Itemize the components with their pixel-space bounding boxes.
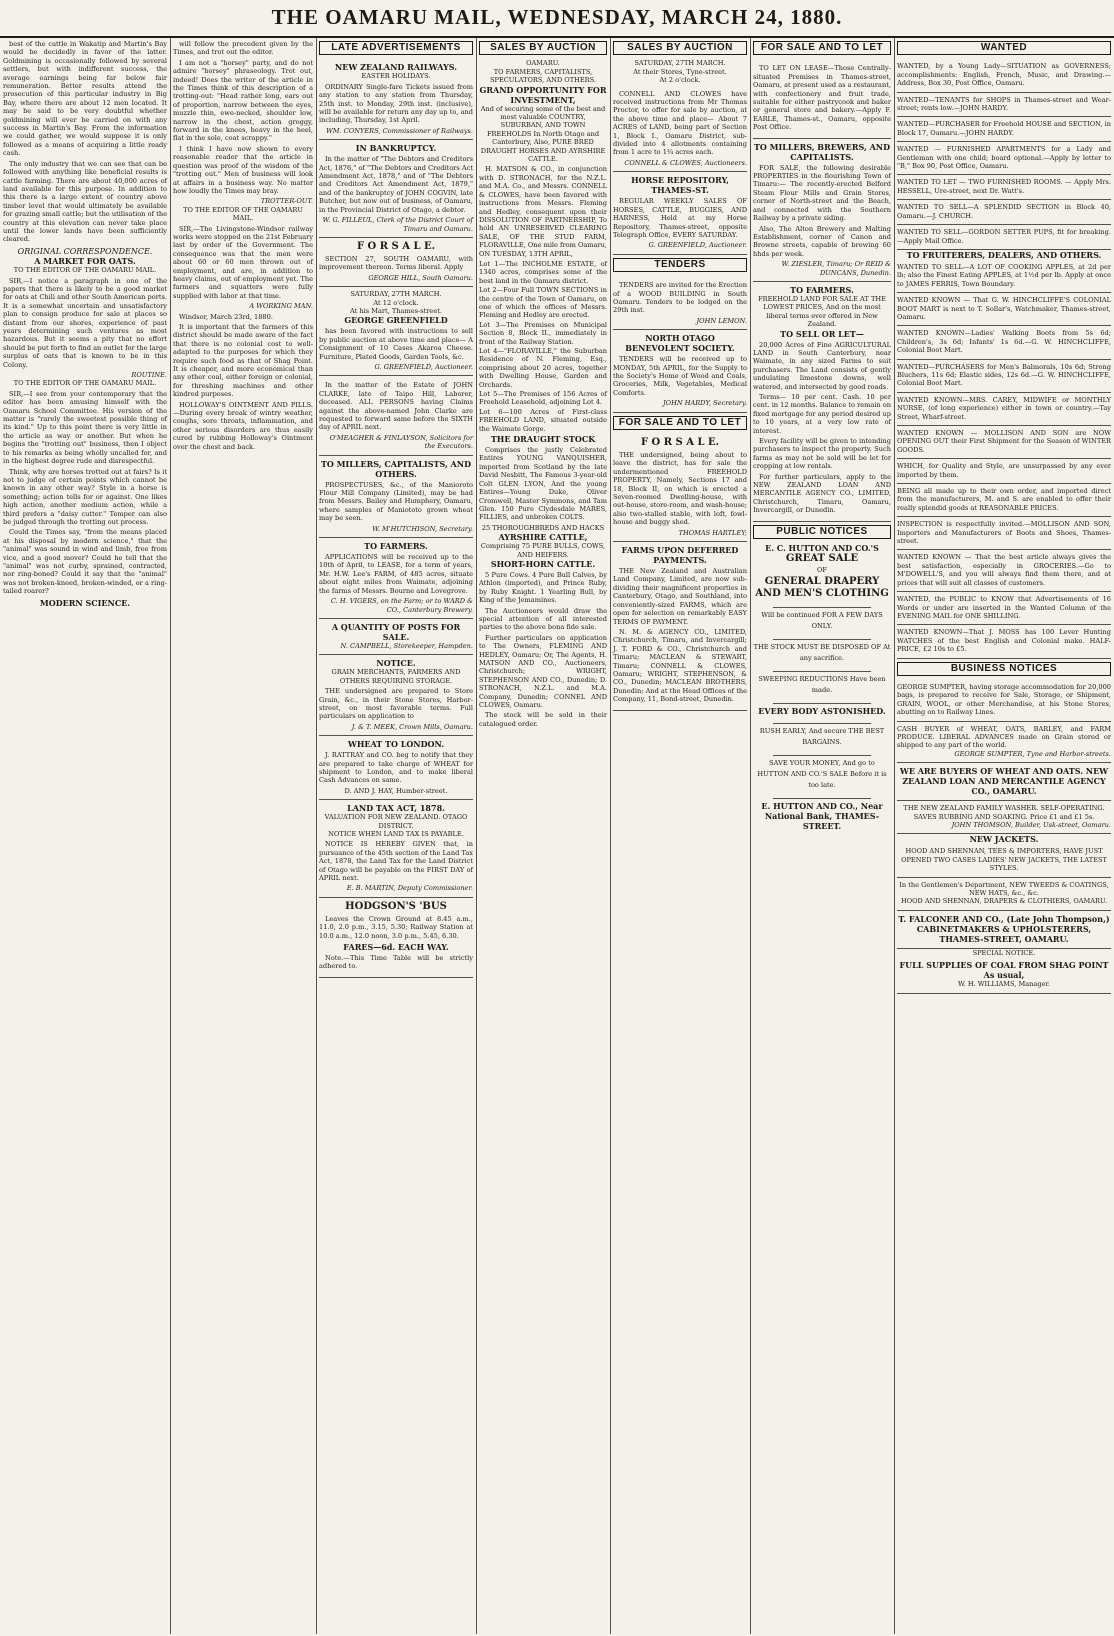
ad-signature: D. AND J. HAY, Humber-street. [344, 786, 448, 795]
article-paragraph: The only industry that we can see that can be followed with anything like beneficial results is cattle farming. There are about 40,000 acres of land available for this purpose. In addition to this there is a large extent of country above timber level that would ultimately be available for grazing small cattle; but the utilisation of the country at this elevation can never take place until the lower lands have been sufficiently cleared. [3, 159, 167, 244]
ad-body: Every facility will be given to intending purchasers to inspect the property. Such farms as may not be sold will be let for cropping at low rentals. [753, 437, 891, 471]
business-ad [897, 878, 1111, 911]
advertisement [613, 542, 747, 711]
ad-date: SATURDAY, 27TH MARCH. [350, 290, 442, 299]
ad-signature: O'MEAGHER & FINLAYSON, Solicitors for the Executors. [329, 433, 473, 451]
ad-time: At 2 o'clock. [659, 76, 701, 85]
divider [773, 718, 871, 724]
ad-title: SHORT-HORN CATTLE. [490, 558, 596, 569]
ad-place: At their Stores, Tyne-street. [633, 67, 727, 76]
ad-title: F O R S A L E. [356, 240, 436, 252]
ad-body: FULL SUPPLIES OF COAL FROM SHAG POINT As usual, [899, 960, 1109, 981]
ad-title: AYRSHIRE CATTLE, [498, 532, 588, 543]
ad-body: Leaves the Crown Ground at 8.45 a.m., 11.0, 2.0 p.m., 3.15, 5.30; Railway Station at 10.0 a.m., 12.0 noon, 3.0 p.m., 5.45, 6.30. [319, 914, 473, 940]
section-header-public-notices: PUBLIC NOTICES [753, 525, 891, 539]
section-header-for-sale-and-to-let: FOR SALE AND TO LET [613, 416, 747, 430]
ad-body: In the matter of "The Debtors and Creditors Act, 1876," of "The Debtors and Creditors Act Amendment Act, 1878," and of "The Debtors and Creditors Act Amendment Act, 1879," and of the bankruptcy of JOHN COGVIN, late Butcher, but now out of business, of Oamaru, in the Provincial District of Otago, a debtor. [319, 155, 473, 214]
ad-body: PROSPECTUSES, &c., of the Manioroto Flour Mill Company (Limited), may be had from Messrs. Bailey and Humphery, Oamaru, where samples of Maniototo grown wheat may be seen. [319, 480, 473, 523]
ad-subtitle: NOTICE WHEN LAND TAX IS PAYABLE. [328, 830, 464, 838]
column-1 [0, 38, 170, 1634]
advertisement [319, 456, 473, 538]
advertisement [319, 238, 473, 287]
ad-title: HORSE REPOSITORY, THAMES-ST. [631, 175, 729, 196]
ad-body: APPLICATIONS will be received up to the 10th of April, to LEASE, for a term of years, Mr. H.W. Lee's FARM, of 485 acres, situate about eight miles from Waimate, adjoining the farms of Messrs. Bourne and Lovegrove. [319, 553, 473, 595]
ad-title: THE DRAUGHT STOCK [490, 434, 596, 445]
advertisement [319, 538, 473, 619]
divider [773, 634, 871, 640]
advertisement [613, 330, 747, 412]
ad-signature: G. GREENFIELD, Auctioneer. [648, 241, 747, 250]
column-5 [610, 38, 750, 1634]
ad-time: At 12 o'clock. [373, 298, 419, 307]
lot-item: Lot 1—The INCHOLME ESTATE, of 1340 acres, comprises some of the best land in the Oamaru district. [479, 259, 607, 285]
wanted-ad: WANTED TO SELL—A SPLENDID SECTION in Block 40, Oamaru.—J. CHURCH. [897, 200, 1111, 225]
ad-body: NOTICE IS HEREBY GIVEN that, in pursuance of the 45th section of the Land Tax Act, 1878, the Land Tax for the Land District of Otago will be payable on the FIRST DAY of APRIL next. [319, 840, 473, 883]
wanted-ad: WANTED TO LET — TWO FURNISHED ROOMS. — Apply Mrs. HESSELL, Ure-street, next Dr. Watt's. [897, 175, 1111, 200]
ad-body: TENDERS are invited for the Erection of a WOOD BUILDING in South Oamaru. Tenders to be lodged on the 29th inst. [613, 281, 747, 315]
ad-title: F O R S A L E. [640, 437, 720, 448]
letter-paragraph: I am not a "horsey" party, and do not admire "horsey" phraseology. Trot out, indeed! Does the writer of the article in the Times think of this description of a trotting-out: "Head rather long, ears out of proportion, narrow between the eyes, muzzle thin, ewe-necked, shoulder low, narrow in the chest, action groggy, forward in the knees, heavy in the heel, flat in the sole, coat scrappy." [173, 58, 313, 143]
wanted-ad: WANTED—PURCHASER for Freehold HOUSE and SECTION, in Block 17, Oamaru.—JOHN HARDY. [897, 117, 1111, 142]
letter-address: TO THE EDITOR OF THE OAMARU MAIL. [13, 266, 157, 275]
ad-body: FOR SALE, the following desirable PROPERTIES in the flourishing Town of Timaru:— The recently-erected Belford Steam Flour Mills and Grain Stores, corner of North-street and the Beach, and connected with the Southern Railway by a private siding. [753, 163, 891, 223]
advertisement [319, 619, 473, 655]
wanted-ad: WANTED KNOWN—MRS. CAREY, MIDWIFE or MONTHLY NURSE, (of long experience) either in town or country.—Tay Street, Wharf-street. [897, 393, 1111, 426]
lot-item: Lot 2—Four Full TOWN SECTIONS in the centre of the Town of Oamaru, on one of which the offices of Messrs. Fleming and Hedley are erected. [479, 286, 607, 320]
ad-title: TO FRUITERERS, DEALERS, AND OTHERS. [906, 249, 1102, 260]
divider [773, 602, 871, 608]
section-heading: ORIGINAL CORRESPONDENCE. [17, 246, 153, 256]
ad-text: OF [817, 566, 827, 575]
ad-subtitle: VALUATION FOR NEW ZEALAND. OTAGO DISTRICT. [324, 813, 468, 830]
ad-subtitle: FREEHOLD LAND FOR SALE AT THE LOWEST PRICES, And on the most liberal terms ever offered in New Zealand. [758, 294, 886, 329]
ad-signature: HOOD AND SHENNAN, DRAPERS & CLOTHIERS, OAMARU. [900, 897, 1108, 906]
ad-title: NEW JACKETS. [969, 834, 1039, 845]
advertisement [613, 172, 747, 254]
ad-body: H. MATSON & CO., in conjunction with D. STRONACH, for the N.Z.L. and M.A. Co., and Messrs. CONNELL & CLOWES, have been favored with instructions from Messrs. Fleming and Hedley, consequent upon their DISSOLUTION OF PARTNERSHIP, To hold AN UNRESERVED CLEARING SALE, OF THE STUD FARM, FLORAVILLE, One mile from Oamaru, ON TUESDAY, 13TH APRIL, [479, 165, 607, 258]
ad-text: SAVE YOUR MONEY, And go to HUTTON AND CO.'S SALE Before it is too late. [757, 759, 887, 790]
ad-body: THE undersigned, being about to leave the district, has for sale the undermentioned FREEHOLD PROPERTY, Namely, Sections 17 and 18, Block II, on which is erected a Seven-roomed Dwelling-house, with out-house, store-room, and wash-house; also two-stalled stable, with loft, fowl-house and buggy shed. [613, 451, 747, 527]
ad-body: 20,000 Acres of Fine AGRICULTURAL LAND in South Canterbury, near Waimate, in any sized Farms to suit purchasers. The Land consists of gently undulating limestone downs, well watered, and intersected by good roads. [753, 340, 891, 391]
letter-paragraph: SIR,—The Livingstone-Windsor railway works were stopped on the 21st February last by order of the Government. The consequence was that the men were about 60 or 60 men thrown out of employment, and are, in addition to heavy claims, out of employment yet. The farmers and squatters were fully supplied with labor at that time. [173, 224, 313, 300]
letter-address: TO THE EDITOR OF THE OAMARU MAIL. [13, 379, 157, 388]
ad-signature: W. M'HUTCHISON, Secretary. [372, 524, 473, 533]
ad-title: TO MILLERS, BREWERS, AND CAPITALISTS. [753, 141, 891, 162]
lot-item: Lot 5—The Premises of 156 Acres of Freehold Leasehold, adjoining Lot 4. [479, 390, 607, 407]
hutton-sale-ad [753, 543, 891, 831]
ad-body: CASH BUYER of WHEAT, OATS, BARLEY, and FARM PRODUCE. LIBERAL ADVANCES made on Grain stored or shipped to any part of the world. [897, 724, 1111, 750]
ad-body: THE undersigned are prepared to Store Grain, &c., in their Stone Stores, Harbor-street, on most favorable terms. Full particulars on application to [319, 687, 473, 721]
ad-title: HODGSON'S 'BUS [345, 900, 447, 912]
ad-title: TO FARMERS. [790, 284, 854, 295]
article-heading: A MARKET FOR OATS. [34, 256, 136, 267]
ad-terms: Terms— 10 per cent. Cash. 10 per cent. in 12 months. Balance to remain on fixed mortgage for any period desired up to 10 years, at a very low rate of interest. [753, 393, 891, 435]
ad-text: Will be continued FOR A FEW DAYS ONLY. [761, 611, 883, 631]
ad-signature: GEORGE SUMPTER, Tyne and Harbor-streets. [954, 749, 1111, 758]
wanted-ad: WANTED KNOWN—That J. MOSS has 100 Lever Hunting WATCHES of the best English and Colonial make. HALF-PRICE, £2 10s to £5. [897, 625, 1111, 658]
wanted-ad: WANTED KNOWN — That the best article always gives the best satisfaction, especially in GROCERIES.—Go to M'DOWELL'S, and you will always find them there, and at prices that will suit all classes of customers. [897, 550, 1111, 592]
ad-title: GENERAL DRAPERY AND MEN'S CLOTHING [755, 576, 889, 600]
ad-title: GREAT SALE [785, 553, 859, 565]
wanted-ad: WANTED, the PUBLIC to KNOW that Advertisements of 16 Words or under are inserted in the Wanted Column of the EVENING MAIL for ONE SHILLING. [897, 592, 1111, 625]
business-ad: GEORGE SUMPTER, having storage accommodation for 20,000 bags, is prepared to receive for Sale, Storage, or Shipment, GRAIN, WOOL, or other Merchandise, at his Stone Stores, abutting on to Railway Lines. [897, 680, 1111, 722]
advertisement [613, 434, 747, 542]
ad-body: TO LET ON LEASE—Those Centrally-situated Premises in Thames-street, Oamaru, at present used as a restaurant, with confectionery and fruit trade, suitable for either pastrycook and baker or general store and bakery.—Apply F. EARLE, Thames-st., Oamaru, opposite Post Office. [753, 64, 891, 132]
ad-title: LAND TAX ACT, 1878. [347, 803, 445, 814]
business-ad [897, 957, 1111, 993]
ad-body: THE New Zealand and Australian Land Company, Limited, are now sub-dividing their magnificent properties in Canterbury, Otago, and Southland, into conveniently-sized FARMS, which are open for selection on remarkably EASY TERMS OF PAYMENT. [613, 567, 747, 626]
section-header-business-notices: BUSINESS NOTICES [897, 662, 1111, 676]
letter-signature: A WORKING MAN. [249, 302, 313, 311]
ad-body: Also, The Alton Brewery and Malting Establishment, corner of Canon and Browne streets, capable of brewing 60 hhds per week. [753, 224, 891, 258]
ad-title: TO MILLERS, CAPITALISTS, AND OTHERS. [320, 458, 472, 479]
advertisement [613, 85, 747, 173]
divider [773, 750, 871, 756]
ad-signature: GEORGE HILL, South Oamaru. [368, 273, 473, 282]
advertisement [753, 139, 891, 282]
ad-subtitle: TO SELL OR LET— [780, 328, 864, 339]
ad-body: Further particulars on application to The Owners, FLEMING AND HEDLEY, Oamaru; Or, The Agents, H. MATSON AND CO., Auctioneers, Christchurch; WRIGHT, STEPHENSON AND CO., Dunedin; D. STRONACH, N.Z.L. and M.A. Company, Dunedin; CONNEL AND CLOWES, Oamaru. [479, 633, 607, 710]
ad-place: OAMARU. [526, 59, 560, 68]
divider [773, 666, 871, 672]
wanted-ad: WANTED, by a Young Lady—SITUATION as GOVERNESS; accomplishments: English, French, Music, and Drawing.—Address, Box 30, Post Office, Oamaru. [897, 59, 1111, 92]
ad-body: And of securing some of the best and most valuable COUNTRY, SUBURBAN, AND TOWN FREEHOLDS In North Otago and Canterbury, Also, PURE BRED DRAUGHT HORSES AND AYRSHIRE CATTLE. [480, 104, 606, 164]
wanted-ad: BEING all made up to their own order, and imported direct from the manufacturers, M. and S. are enabled to offer their really splendid goods at REASONABLE PRICES. [897, 484, 1111, 517]
ad-body: CONNELL AND CLOWES have received instructions from Mr Thomas Proctor, to offer for sale by auction, at the above time and place— About 7 ACRES of LAND, being part of Section 1, Block I., Oamaru District, sub-divided into 4 allotments containing from 1 acre to 1¾ acres each. [613, 89, 747, 157]
letter-paragraph: Could the Times say, "from the means placed at his disposal by modern science," that the "animal" was sound in wind and limb, free from vice, and a good mover? Could he tell that the "animal" was not curby, sprained, contracted, nor ring-boned? Could it say that the "animal" was not broken-kneed, broken-winded, or a ring-tailed roarer? [3, 528, 167, 596]
advertisement [319, 655, 473, 736]
ad-title: E. C. HUTTON AND CO.'S [765, 543, 879, 554]
ad-signature: W. ZIESLER, Timaru; Or REID & DUNCANS, Dunedin. [781, 260, 891, 277]
advertisement [753, 282, 891, 522]
newspaper-columns [0, 38, 1114, 1636]
wanted-ad: WHICH, for Quality and Style, are unsurpassed by any ever imported by them. [897, 459, 1111, 484]
ad-body: J. RATTRAY and CO. beg to notify that they are prepared to take charge of WHEAT for shipment to London, and to make liberal Cash Advances on same. [319, 751, 473, 785]
divider [773, 698, 871, 704]
ad-place: At his Mart, Thames-street. [350, 306, 442, 315]
ad-signature: WM. CONYERS, Commissioner of Railways. [326, 126, 473, 135]
advertisement [319, 898, 473, 978]
wanted-ad: WANTED KNOWN — That G. W. HINCHCLIFFE'S COLONIAL BOOT MART is next to T. Sollar's, Watchmaker, Thames-street, Oamaru. [897, 293, 1111, 326]
wanted-ad: WANTED TO SELL—GORDON SETTER PUPS, fit for breaking.—Apply Mail Office. [897, 225, 1111, 250]
letter-paragraph: I think I have now shown to every reasonable reader that the article in question was proof of the wisdom of the "trotting out." Men of business will look at affairs in a business way. No matter how loudly the Times may bray. [173, 144, 313, 195]
ad-note: The stock will be sold in their catalogued order. [479, 711, 607, 728]
ad-title: NEW ZEALAND RAILWAYS. [334, 62, 458, 73]
ad-signature: E. B. MARTIN, Deputy Commissioner. [346, 884, 473, 893]
advertisement [319, 736, 473, 800]
section-header-tenders: TENDERS [613, 258, 747, 272]
ad-signature: JOHN LEMON. [696, 316, 747, 325]
letter-signature: ROUTINE. [131, 371, 167, 380]
ad-title: FARMS UPON DEFERRED PAYMENTS. [621, 545, 739, 566]
lot-item: Lot 4—"FLORAVILLE," the Suburban Residence of N. Fleming, Esq., comprising about 20 acres, together with Dwelling House, Garden and Orchards. [479, 347, 607, 389]
letter-address: TO THE EDITOR OF THE OAMARU MAIL. [183, 205, 303, 223]
ad-title: GRAND OPPORTUNITY FOR INVESTMENT, [479, 84, 607, 105]
masthead [0, 0, 1114, 38]
business-ad [897, 801, 1111, 834]
ad-title: TO FARMERS. [364, 541, 428, 552]
column-4 [476, 38, 610, 1634]
ad-body: Comprises the justly Celebrated Entires YOUNG VANQUISHER, imported from Scotland by the late David Nesbitt, The Famous 3-year-old Colt GLEN LYON, And the young Entires—Young Duke, Oliver Cromwell, Master Symmons, and Tam Glen. 150 Pure Clydesdale MARES, FILLIES, and unbroken COLTS. [479, 446, 607, 522]
ad-title: WHEAT TO LONDON. [347, 739, 445, 750]
lot-item: Lot 3—The Premises on Municipal Section 8, Block II., immediately in front of the Railway Station. [479, 320, 607, 346]
ad-title: NOTICE. [376, 658, 416, 669]
section-header-sales-by-auction: SALES BY AUCTION [479, 41, 607, 55]
advertisement [319, 800, 473, 898]
letter-paragraph: Think, why are horses trotted out at fairs? Is it not to judge of certain points which cannot be known in any other way? Style in a horse is something; action tells for or against. One likes high action, another medium action, while a third prefers a "daisy cutter." Temper can also be judged through the trotting out process. [3, 467, 167, 526]
article-heading: MODERN SCIENCE. [39, 597, 131, 608]
wanted-ad: WANTED—PURCHASERS for Men's Balmorals, 10s 6d; Strong Bluchers, 11s 6d; Elastic sides, 12s 6d.—G. W. HINCHCLIFFE, Colonial Boot Mart. [897, 360, 1111, 393]
ad-body: TENDERS will be received up to MONDAY, 5th APRIL, for the Supply to the Society's Home of Wood and Coals, Groceries, Milk, Vegetables, Medical Comforts. [613, 355, 747, 397]
ad-signature: C. H. VIGERS, on the Farm; or to WARD & CO., Canterbury Brewery. [330, 597, 473, 614]
ad-body: has been favored with instructions to sell by public auction at above time and place— A Consignment of 10 Cases Akaroa Cheese. Furniture, Plated Goods, Garden Tools, &c. [319, 327, 473, 361]
letter-date: Windsor, March 23rd, 1880. [179, 312, 273, 321]
ad-signature: W. G. FILLEUL, Clerk of the District Court of Timaru and Oamaru. [322, 216, 473, 233]
ad-signature: CONNELL & CLOWES, Auctioneers. [624, 158, 747, 167]
ad-note: Note.—This Time Table will be strictly adhered to. [319, 954, 473, 971]
ad-body: In the matter of the Estate of JOHN CLARKE, late of Taipo Hill, Laborer, deceased. ALL PERSONS having Claims against the above-named John Clarke are requested to forward same before the SIXTH day of APRIL next. [319, 381, 473, 432]
article-paragraph: best of the cattle in Wakatip and Martin's Bay would be decidedly in favor of the latter. Goldmining is occasionally followed by several settlers, but with indifferent success, the average earnings being far below fair remuneration. Better results attend the prosecution of this particular industry in Big Bay, where there are about 12 men located. It may be said to be very doubtful whether goldmining will ever be carried on with any success in Martin's Bay. From the information we could gather, we would suppose it is only followed as a means of acquiring a little ready cash. [3, 40, 167, 158]
ad-subtitle: GRAIN MERCHANTS, FARMERS AND OTHERS REQUIRING STORAGE. [331, 668, 461, 685]
ad-signature: JOHN HARDY, Secretary. [663, 399, 747, 408]
ad-signature: JOHN THOMSON, Builder, Usk-street, Oamaru. [951, 821, 1111, 829]
column-7 [894, 38, 1114, 1634]
ad-signature: W. H. WILLIAMS, Manager. [958, 980, 1050, 989]
wanted-ad: WANTED KNOWN—Ladies' Walking Boots from 5s 6d; Children's, 3s 6d; Infants' 1s 6d.—G. W. HINCHCLIFFE, Colonial Boot Mart. [897, 326, 1111, 359]
section-header-sales-by-auction-2: SALES BY AUCTION [613, 41, 747, 55]
ad-body: In the Gentlemen's Department, NEW TWEEDS & COATINGS, NEW HATS, &c., &c. [899, 880, 1109, 898]
ad-body: The Auctioneers would draw the special attention of all interested parties to the above bona fide sale. [479, 606, 607, 632]
section-header-for-sale-and-to-let-2: FOR SALE AND TO LET [753, 41, 891, 55]
ad-signature: E. HUTTON AND CO., Near National Bank, THAMES-STREET. [761, 801, 883, 832]
advertisement [319, 287, 473, 376]
ad-signature: N. M. & AGENCY CO., LIMITED, Christchurch, Timaru, and Invercargill; J. T. FORD & CO., Christchurch and Timaru; MACLEAN & STEWART, Timaru; CONNELL & CLOWES, Oamaru; WRIGHT, STEPHENSON, & CO., Dunedin; MACLEAN BROTHERS, Dunedin; And at the Head Offices of the Company, 11, Bond-street, Dunedin. [613, 627, 747, 704]
ad-body: SECTION 27, SOUTH OAMARU, with improvement thereon. Terms liberal. Apply [319, 254, 473, 272]
ad-body: THE NEW ZEALAND FAMILY WASHER. SELF-OPERATING. SAVES RUBBING AND SOAKING. Price £1 and £1 5s. [903, 804, 1105, 821]
business-ad: T. FALCONER AND CO., (Late John Thompson,) CABINETMAKERS & UPHOLSTERERS, THAMES-STREET, OAMARU. [897, 911, 1111, 949]
ad-subtitle: TO FARMERS, CAPITALISTS, SPECULATORS, AND OTHERS. [489, 67, 596, 85]
wanted-ad: WANTED KNOWN — MOLLISON AND SON are NOW OPENING OUT their First Shipment for the Season of WINTER GOODS. [897, 426, 1111, 459]
ad-text: THE STOCK MUST BE DISPOSED OF At any sacrifice. [753, 643, 891, 663]
letter-signature: TROTTER-OUT. [260, 197, 313, 206]
ad-signature: J. & T. MEEK, Crown Mills, Oamaru. [351, 722, 473, 731]
ad-title: NORTH OTAGO BENEVOLENT SOCIETY. [625, 333, 735, 354]
divider [773, 793, 871, 799]
ad-body: Comprising 75 PURE BULLS, COWS, AND HEIFERS. [480, 542, 606, 559]
ad-signature: N. CAMPBELL, Storekeeper, Hampden. [340, 641, 473, 650]
ad-title: A QUANTITY OF POSTS FOR SALE. [331, 621, 461, 642]
letter-paragraph: SIR,—I see from your contemporary that the editor has been amusing himself with the Oamaru School Committee. His version of the matter is "rarely the sweetest possible thing of its kind." Up to this point there is very little in the article as way or another. But when he begins the "trotting out" business, then I object to his remarks as being wholly uncalled for, and in the highest degree rude and disrespectful. [3, 389, 167, 466]
ad-subtitle: SPECIAL NOTICE. [972, 948, 1036, 957]
article-paragraph: HOLLOWAY'S OINTMENT AND PILLS.—During every break of wintry weather, coughs, sore throats, inflammation, and other serious disorders are thus easily cured by rubbing Holloway's Ointment over the chest and back. [173, 400, 313, 451]
business-ad: HOOD AND SHENNAN, TEES & IMPORTERS, HAVE JUST OPENED TWO CASES LADIES' NEW JACKETS, THE LATEST STYLES. [897, 844, 1111, 877]
article-paragraph: It is important that the farmers of this district should be made aware of the fact that there is no colonial cost to well-adapted to the purposes for which they require such food as that of Shag Point. It is cheaper, and more economical than any other coal, either foreign or colonial, for threshing machines and other kindred purposes. [173, 323, 313, 399]
letter-paragraph: SIR,—I notice a paragraph in one of the papers that there is likely to be a good market for oats at Chili and other South American ports. It is a somewhat uncertain and unsatisfactory plan to consign produce for sale at places so distant from our shores, experience of past years determining such ventures as most hazardous. But it seems a pity that no effort should be put forth to find an outlet for the large surplus of oats that is known to be in this Colony. [3, 276, 167, 369]
ad-signature: For further particulars, apply to the NEW ZEALAND LOAN AND MERCANTILE AGENCY CO., LIMITED, Christchurch, Timaru, Oamaru, Invercargill, or Dunedin. [753, 472, 891, 515]
newspaper-title: THE OAMARU MAIL, WEDNESDAY, MARCH 24, 1880. [271, 5, 843, 29]
wanted-ad: INSPECTION is respectfully invited.—MOLLISON AND SON, Importers and Manufacturers of Boots and Shoes, Thames-street. [897, 517, 1111, 550]
ad-subtitle: EASTER HOLIDAYS. [361, 72, 431, 81]
column-3 [316, 38, 476, 1634]
ad-body: REGULAR WEEKLY SALES OF HORSES, CATTLE, BUGGIES, AND HARNESS, Held at my Horse Repository, Thames-street, opposite Telegraph Office, EVERY SATURDAY. [613, 197, 747, 239]
ad-text: RUSH EARLY, And secure THE BEST BARGAINS. [759, 727, 885, 747]
business-ad [897, 722, 1111, 764]
ad-signature: THOMAS HARTLEY; [678, 528, 747, 537]
ad-subtitle: 25 THOROUGHBREDS AND HACKS [481, 523, 605, 532]
wanted-ad: WANTED—TENANTS for SHOPS in Thames-street and Wear-street; rents low.—JOHN HARDY. [897, 93, 1111, 118]
ad-fares: FARES—6d. EACH WAY. [343, 942, 449, 953]
advertisement [613, 276, 747, 330]
advertisement [319, 140, 473, 238]
column-2 [170, 38, 316, 1634]
section-header-wanted: WANTED [897, 41, 1111, 55]
ad-date: SATURDAY, 27TH MARCH. [634, 59, 726, 68]
ad-signature: G. GREENFIELD, Auctioneer. [374, 362, 473, 371]
lot-item: Lot 6—100 Acres of First-class FREEHOLD LAND, situated outside the Waimate Gorge. [479, 407, 607, 433]
ad-title: GEORGE GREENFIELD [344, 315, 448, 326]
advertisement [753, 59, 891, 138]
letter-paragraph: will follow the precedent given by the Times, and trot out the editor. [173, 40, 313, 57]
ad-body: ORDINARY Single-fare Tickets issued from any station to any station from Thursday, 25th inst. to Monday, 29th inst. (inclusive), will be available for return any day up to, and including, Thursday, 1st April. [319, 82, 473, 125]
wanted-ad: WANTED — FURNISHED APARTMENTS for a Lady and Gentleman with one child; board optional.—Apply by letter to "B," Box 90, Post Office, Oamaru. [897, 142, 1111, 175]
advertisement [319, 59, 473, 140]
ad-text: SWEEPING REDUCTIONS Have been made. [758, 675, 886, 695]
wanted-ad: WANTED TO SELL—A LOT OF COOKING APPLES, at 2d per lb; also the Finest Eating APPLES, at 1½d per lb. Apply at once to JAMES FERRIS, Town Boundary. [897, 260, 1111, 293]
column-6 [750, 38, 894, 1634]
business-ad: WE ARE BUYERS OF WHEAT AND OATS. NEW ZEALAND LOAN AND MERCANTILE AGENCY CO., OAMARU. [897, 763, 1111, 801]
ad-body: 5 Pure Cows. 4 Pure Bull Calves, by Athlon (imported), and Prince Ruby, by Ruby Knight. 1 Yearling Bull, by King of the Jemamines. [479, 570, 607, 605]
section-header-late-advertisements: LATE ADVERTISEMENTS [319, 41, 473, 55]
ad-text: EVERY BODY ASTONISHED. [758, 706, 886, 717]
ad-title: IN BANKRUPTCY. [355, 143, 437, 154]
advertisement [319, 376, 473, 455]
